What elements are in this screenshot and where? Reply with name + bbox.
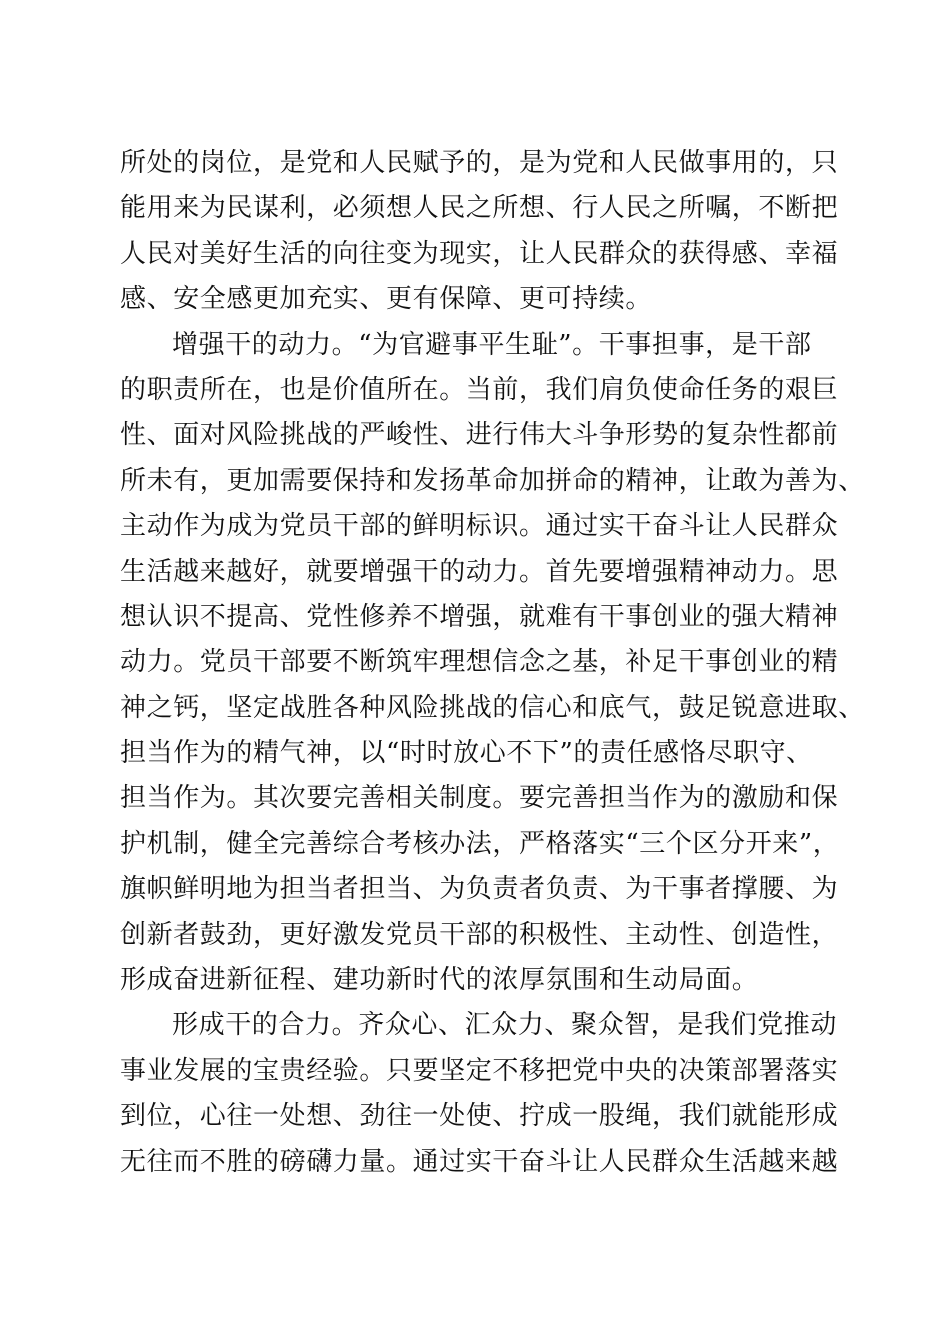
text-line: 生活越来越好，就要增强干的动力。首先要增强精神动力。思	[120, 556, 839, 587]
text-line: 动力。党员干部要不断筑牢理想信念之基，补足干事创业的精	[120, 647, 839, 678]
text-line: 旗帜鲜明地为担当者担当、为负责者负责、为干事者撑腰、为	[120, 874, 839, 905]
text-line: 所处的岗位，是党和人民赋予的，是为党和人民做事用的，只	[120, 148, 839, 178]
text-line: 担当作为。其次要完善相关制度。要完善担当作为的激励和保	[120, 783, 839, 814]
text-line: 主动作为成为党员干部的鲜明标识。通过实干奋斗让人民群众	[120, 511, 839, 542]
text-line: 护机制，健全完善综合考核办法，严格落实“三个区分开来”，	[120, 828, 840, 859]
text-line: 想认识不提高、党性修养不增强，就难有干事创业的强大精神	[120, 601, 839, 632]
text-line: 形成干的合力。齐众心、汇众力、聚众智，是我们党推动	[172, 1010, 838, 1041]
text-line: 事业发展的宝贵经验。只要坚定不移把党中央的决策部署落实	[120, 1055, 839, 1086]
text-line: 的职责所在，也是价值所在。当前，我们肩负使命任务的艰巨	[120, 374, 839, 405]
text-line: 所未有，更加需要保持和发扬革命加拼命的精神，让敢为善为、	[120, 465, 865, 496]
paragraph-continued	[120, 141, 839, 323]
text-line: 担当作为的精气神，以“时时放心不下”的责任感恪尽职守、	[120, 738, 813, 769]
paragraph-motivation	[120, 323, 865, 1004]
text-line: 神之钙，坚定战胜各种风险挑战的信心和底气，鼓足锐意进取、	[120, 692, 865, 723]
document-body	[120, 141, 865, 1185]
text-line: 感、安全感更加充实、更有保障、更可持续。	[120, 284, 653, 315]
text-line: 人民对美好生活的向往变为现实，让人民群众的获得感、幸福	[120, 238, 839, 269]
text-line: 创新者鼓劲，更好激发党员干部的积极性、主动性、创造性，	[120, 919, 839, 950]
text-line: 无往而不胜的磅礴力量。通过实干奋斗让人民群众生活越来越	[120, 1146, 839, 1177]
text-line: 增强干的动力。“为官避事平生耻”。干事担事，是干部	[172, 329, 812, 360]
text-line: 到位，心往一处想、劲往一处使、拧成一股绳，我们就能形成	[120, 1101, 839, 1132]
text-line: 形成奋进新征程、建功新时代的浓厚氛围和生动局面。	[120, 965, 759, 996]
paragraph-synergy	[120, 1003, 839, 1185]
text-line: 性、面对风险挑战的严峻性、进行伟大斗争形势的复杂性都前	[120, 420, 839, 451]
text-line: 能用来为民谋利，必须想人民之所想、行人民之所嘱，不断把	[120, 193, 839, 224]
